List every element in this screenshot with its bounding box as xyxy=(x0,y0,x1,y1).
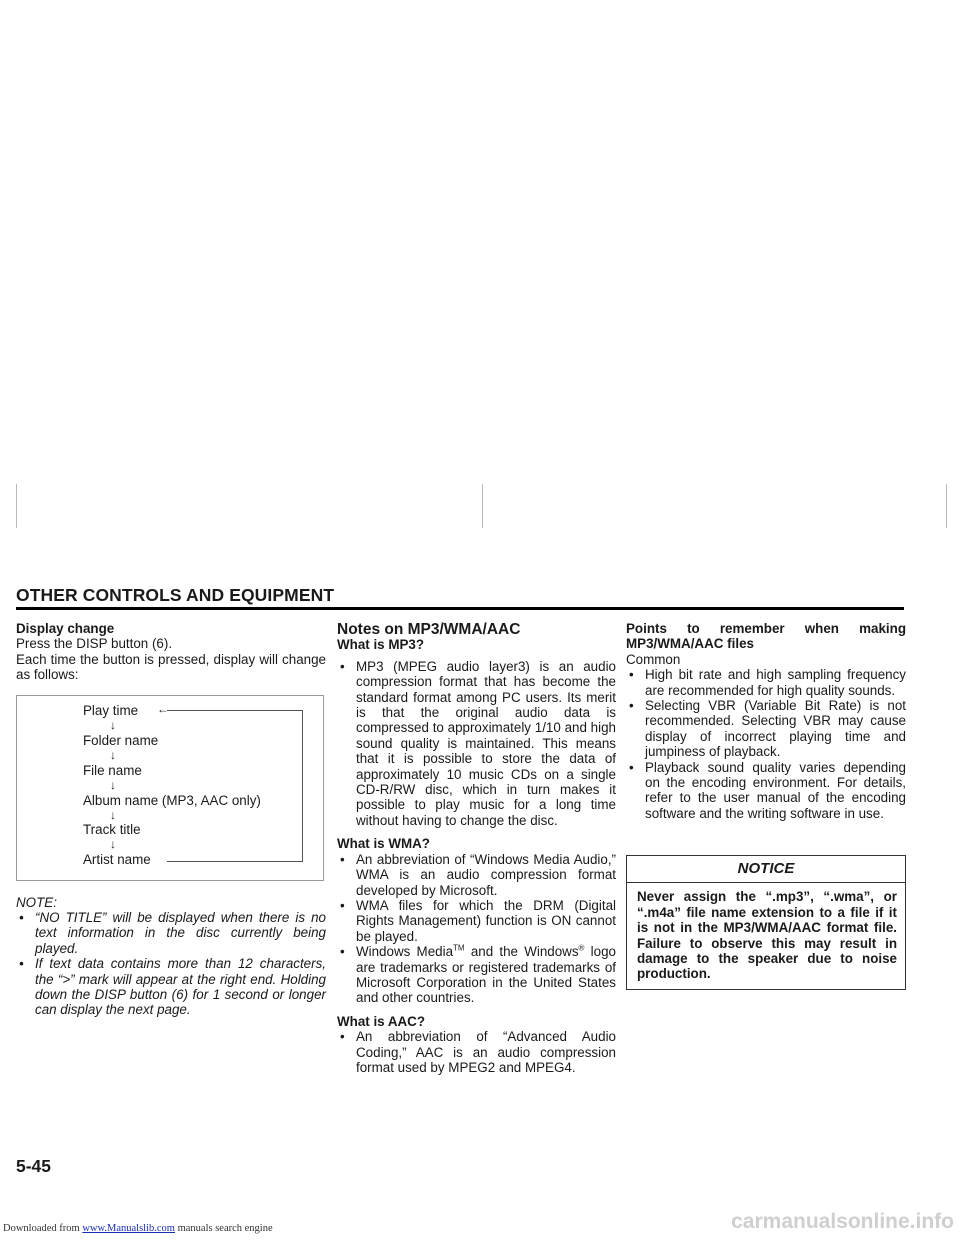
flow-item: Folder name xyxy=(83,732,159,748)
wma-item-trademark xyxy=(337,944,616,1006)
flow-item: Album name (MP3, AAC only) xyxy=(83,792,261,808)
flow-item: Track title xyxy=(83,821,141,837)
notice-text: Never assign the “.mp3”, “.wma”, or “.m4a” file name extension to a file if it is not in the MP3/WMA/AAC format file. Failure to observe this may result in damage to the speaker due to noise production. xyxy=(637,889,897,982)
manualslib-link[interactable]: www.Manualslib.com xyxy=(82,1223,175,1234)
flow-item: File name xyxy=(83,762,142,778)
page-number: 5-45 xyxy=(16,1156,52,1176)
display-change-title: Display change xyxy=(16,621,115,636)
footer xyxy=(3,1223,273,1234)
wma-item: • WMA files for which the DRM (Digital Rights Management) function is ON cannot be played. xyxy=(337,898,616,944)
trademark-text-b: and the Windows xyxy=(464,944,579,960)
points-common: Common xyxy=(626,651,681,667)
arrow-down-icon: ↓ xyxy=(110,777,116,792)
footer-suffix: manuals search engine xyxy=(174,1223,273,1234)
notice-box xyxy=(626,855,906,989)
trademark-text-a: Windows Media xyxy=(356,944,454,960)
flow-item: Play time xyxy=(83,702,139,718)
wma-item: • An abbreviation of “Windows Media Audio,” WMA is an audio compression format developed by Microsoft. xyxy=(337,852,616,898)
aac-item: • An abbreviation of “Advanced Audio Coding,” AAC is an audio compression format used by MPEG2 and MPEG4. xyxy=(337,1029,616,1075)
column-right xyxy=(626,621,906,990)
registered-mark: ® xyxy=(578,943,585,953)
mp3-list xyxy=(337,659,616,828)
wma-title: What is WMA? xyxy=(337,836,430,852)
arrow-down-icon: ↓ xyxy=(110,807,116,822)
display-flow-diagram xyxy=(16,695,324,881)
mp3-title: What is MP3? xyxy=(337,637,425,653)
flow-item: Artist name xyxy=(83,852,157,867)
column-middle xyxy=(337,621,616,1075)
mp3-item: • MP3 (MPEG audio layer3) is an audio compression format that has become the standard format among PC users. Its merit is that the original audio data is compressed to approximately 1/10 and high sound quality is maintained. This means that it is possible to store the data of approximately 10 music CDs on a single CD-R/RW disc, which in turn makes it possible to play music for a long time without having to change the disc. xyxy=(337,659,616,828)
section-title: OTHER CONTROLS AND EQUIPMENT xyxy=(16,585,335,605)
points-item: • Playback sound quality varies depending on the encoding environment. For details, refer to the user manual of the encoding software and the writing software in use. xyxy=(626,760,906,822)
notice-label: NOTICE xyxy=(627,856,905,883)
crop-mark xyxy=(482,484,483,528)
wma-list xyxy=(337,852,616,1006)
points-title: Points to remember when making MP3/WMA/AAC files xyxy=(626,621,906,652)
section-rule xyxy=(16,607,904,610)
points-item: • Selecting VBR (Variable Bit Rate) is not recommended. Selecting VBR may cause display of incorrect playing time and jumpiness of playback. xyxy=(626,698,906,760)
display-change-line2: Each time the button is pressed, display will change as follows: xyxy=(16,651,326,683)
note-item: • If text data contains more than 12 characters, the “>” mark will appear at the right end. Holding down the DISP button (6) for 1 second or longer can display the next page. xyxy=(16,956,326,1018)
display-change-line1: Press the DISP button (6). xyxy=(16,636,173,652)
note-item: • “NO TITLE” will be displayed when there is no text information in the disc currently being played. xyxy=(16,910,326,956)
footer-prefix: Downloaded from xyxy=(3,1223,83,1234)
tm-mark: TM xyxy=(453,943,465,953)
watermark: carmanualsonline.info xyxy=(731,1210,954,1233)
flow-loop-arrow-icon: ← xyxy=(157,701,169,716)
notes-heading: Notes on MP3/WMA/AAC xyxy=(337,621,521,638)
column-left xyxy=(16,621,326,1018)
arrow-down-icon: ↓ xyxy=(110,747,116,762)
points-item: • High bit rate and high sampling frequency are recommended for high quality sounds. xyxy=(626,667,906,698)
aac-list xyxy=(337,1029,616,1075)
trademark-text-c: logo are trademarks or registered trademarks of Microsoft Corporation in the United States and other countries. xyxy=(356,944,616,1006)
crop-mark xyxy=(946,484,947,528)
note-list xyxy=(16,910,326,1018)
note-label: NOTE: xyxy=(16,894,57,910)
points-list xyxy=(626,667,906,821)
arrow-down-icon: ↓ xyxy=(110,836,116,851)
aac-title: What is AAC? xyxy=(337,1013,426,1029)
arrow-down-icon: ↓ xyxy=(110,717,116,732)
crop-mark xyxy=(16,484,17,528)
flow-loop-line xyxy=(167,710,303,862)
